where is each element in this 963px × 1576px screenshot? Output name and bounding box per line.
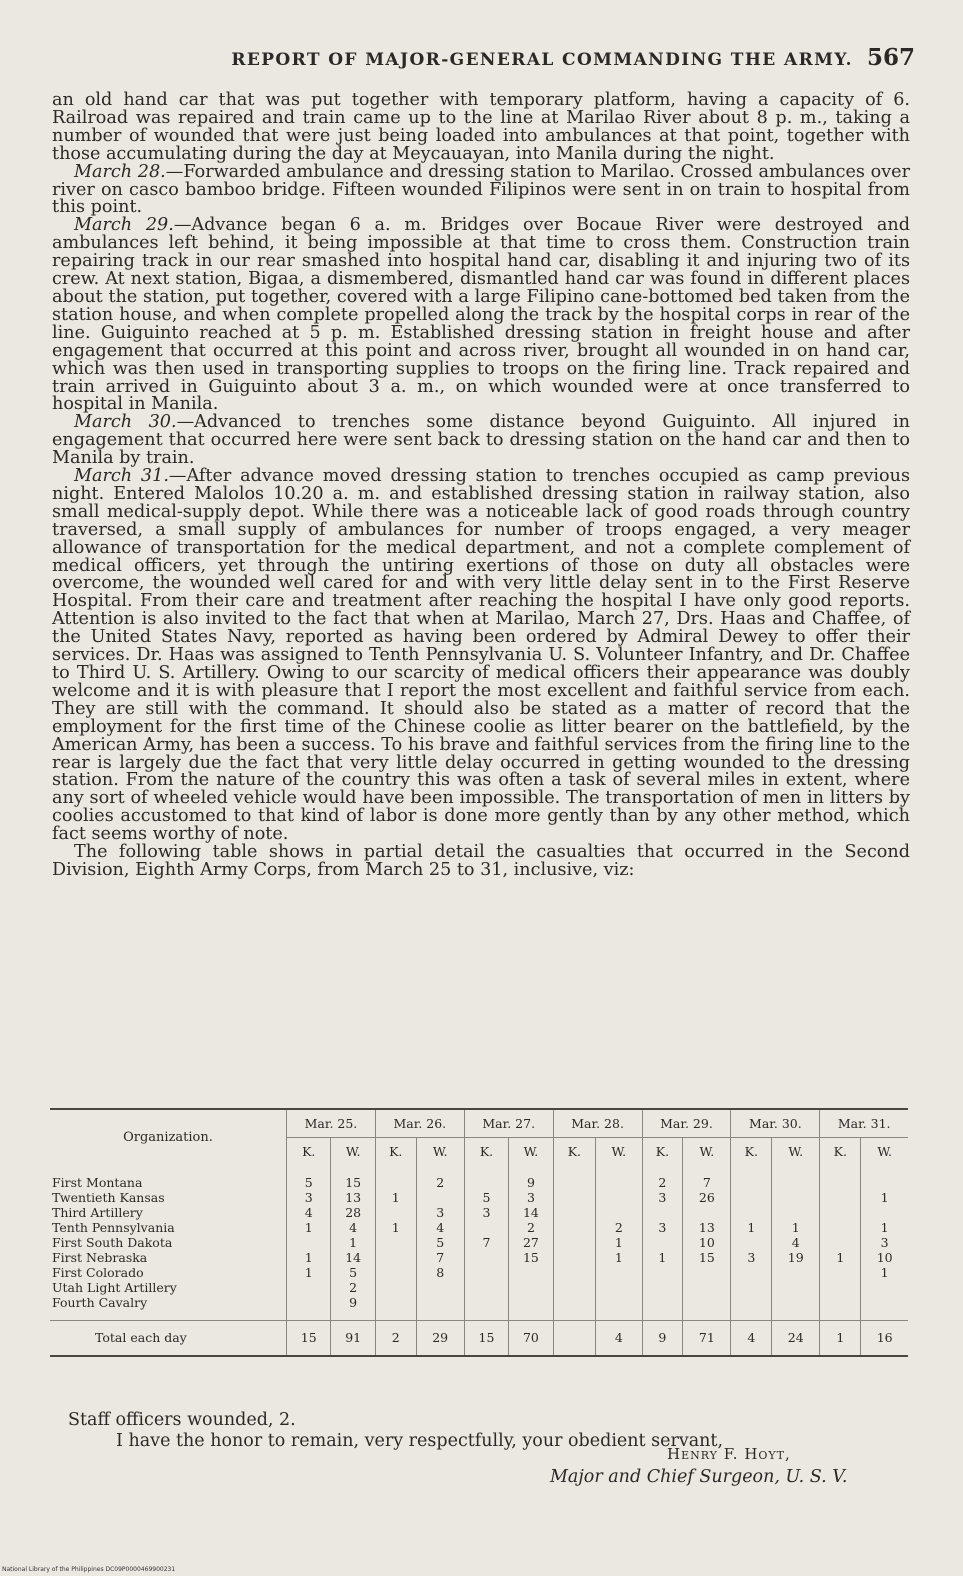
table-cell [820, 1235, 861, 1250]
table-cell: 28 [331, 1205, 375, 1220]
total-cell: 91 [331, 1321, 375, 1357]
table-cell: 2 [416, 1165, 464, 1190]
table-cell [464, 1265, 508, 1280]
table-cell [820, 1190, 861, 1205]
signature-title: Major and Chief Surgeon, U. S. V. [550, 1467, 848, 1487]
table-cell [553, 1220, 595, 1235]
signature-name: Henry F. Hoyt, [667, 1445, 791, 1463]
table-cell [596, 1165, 642, 1190]
paragraph: an old hand car that was put together with temporary platform, having a capacity of 6. Railroad was repaired and train came up to the line at Marilao River about 8 p. m., taking a number of wounded that were just being loaded into ambulances at that point, together with those accumulating during the day at Meycauayan, into Manila during the night. [52, 90, 910, 164]
date-header: Mar. 31. [820, 1109, 908, 1138]
table-cell [375, 1280, 416, 1295]
table-cell [509, 1295, 553, 1321]
table-cell [596, 1265, 642, 1280]
paragraph: March 31.—After advance moved dressing station to trenches occupied as camp previous night. Entered Malolos 10.20 a. m. and established dressing station in railway station, also small medical-supply depot. While there was a noticeable lack of good roads through country traversed, a small supply of ambulances for number of troops engaged, a very meager allowance of transportation for the medical department, and not a complete complement of medical officers, yet through the untiring exertions of those on duty all obstacles were overcome, the wounded well cared for and with very little delay sent in to the First Reserve Hospital. From their care and treatment after reaching the hospital I have only good reports. Attention is also invited to the fact that when at Marilao, March 27, Drs. Haas and Chaffee, of the United States Navy, reported as having been ordered by Admiral Dewey to offer their services. Dr. Haas was assigned to Tenth Pennsylvania U. S. Volunteer Infantry, and Dr. Chaffee to Third U. S. Artillery. Owing to our scarcity of medical officers their appearance was doubly welcome and it is with pleasure that I report the most excellent and faithful service from each. They are still with the command. It should also be stated as a matter of record that the employment for the first time of the Chinese coolie as litter bearer on the battlefield, by the American Army, has been a success. To his brave and faithful services from the firing line to the rear is largely due the fact that very little delay occurred in getting wounded to the dressing station. From the nature of the country this was often a task of several miles in extent, where any sort of wheeled vehicle would have been impossible. The transportation of men in litters by coolies accustomed to that kind of labor is done more gently than by any other method, which fact seems worthy of note. [52, 466, 910, 845]
date-label: March 30. [74, 412, 177, 433]
killed-header: K. [731, 1138, 772, 1166]
organization-name: Fourth Cavalry [52, 1295, 148, 1310]
table-cell: 1 [375, 1220, 416, 1235]
table-cell [375, 1250, 416, 1265]
table-cell: 1 [731, 1220, 772, 1235]
table-cell: 7 [464, 1235, 508, 1250]
table-cell: 7 [416, 1250, 464, 1265]
table-cell [553, 1190, 595, 1205]
page-number: 567 [866, 44, 915, 71]
table-cell [416, 1190, 464, 1205]
table-cell [553, 1265, 595, 1280]
table-cell [820, 1280, 861, 1295]
organization-name: Tenth Pennsylvania [52, 1220, 175, 1235]
organization-name: First Nebraska [52, 1250, 148, 1265]
table-cell: 19 [772, 1250, 820, 1265]
date-header: Mar. 26. [375, 1109, 464, 1138]
table-cell [861, 1205, 908, 1220]
total-cell: 29 [416, 1321, 464, 1357]
table-cell [509, 1280, 553, 1295]
table-cell [596, 1190, 642, 1205]
total-cell: 4 [596, 1321, 642, 1357]
paragraph: March 29.—Advance began 6 a. m. Bridges over Bocaue River were destroyed and ambulances left behind, it being impossible at that time to cross them. Construction train repairing track in our rear smashed into hospital hand car, disabling it and injuring two of its crew. At next station, Bigaa, a dismembered, dismantled hand car was found in different places about the station, put together, covered with a large Filipino cane-bottomed bed taken from the station house, and when complete propelled along the track by the hospital corps in rear of the line. Guiguinto reached at 5 p. m. Established dressing station in freight house and after engagement that occurred at this point and across river, brought all wounded in on hand car, which was then used in transporting supplies to troops on the firing line. Track repaired and train arrived in Guiguinto about 3 a. m., on which wounded were at once transferred to hospital in Manila. [52, 215, 910, 415]
table-row [50, 1205, 908, 1220]
table-cell: 2 [596, 1220, 642, 1235]
table-cell [375, 1265, 416, 1280]
table-cell: 15 [509, 1250, 553, 1265]
table-cell: 1 [772, 1220, 820, 1235]
table-cell [375, 1235, 416, 1250]
table-cell [683, 1205, 731, 1220]
table-cell: 1 [287, 1250, 331, 1265]
organization-name: Third Artillery [52, 1205, 143, 1220]
table-cell [553, 1235, 595, 1250]
total-cell: 4 [731, 1321, 772, 1357]
killed-header: K. [553, 1138, 595, 1166]
table-cell: 7 [683, 1165, 731, 1190]
organization-name: First Colorado [52, 1265, 144, 1280]
table-cell [683, 1280, 731, 1295]
table-cell [820, 1165, 861, 1190]
table-cell: 1 [596, 1250, 642, 1265]
table-cell [820, 1220, 861, 1235]
table-row [50, 1295, 908, 1321]
table-cell [596, 1280, 642, 1295]
organization-name: First South Dakota [52, 1235, 173, 1250]
table-cell [509, 1265, 553, 1280]
table-cell [596, 1295, 642, 1321]
total-cell: 15 [464, 1321, 508, 1357]
table-cell [464, 1220, 508, 1235]
organization-name: Twentieth Kansas [52, 1190, 165, 1205]
closing-salutation: I have the honor to remain, very respectfully, your obedient servant, [116, 1431, 724, 1451]
table-cell: 1 [596, 1235, 642, 1250]
table-cell [287, 1295, 331, 1321]
table-row [50, 1250, 908, 1265]
table-cell: 1 [820, 1250, 861, 1265]
table-cell [642, 1265, 683, 1280]
total-cell: 70 [509, 1321, 553, 1357]
table-cell: 3 [464, 1205, 508, 1220]
organization-name: Utah Light Artillery [52, 1280, 177, 1295]
table-cell [375, 1205, 416, 1220]
table-cell: 15 [683, 1250, 731, 1265]
table-cell [683, 1295, 731, 1321]
table-cell: 2 [509, 1220, 553, 1235]
table-cell [820, 1265, 861, 1280]
total-cell: 9 [642, 1321, 683, 1357]
table-row [50, 1220, 908, 1235]
killed-header: K. [642, 1138, 683, 1166]
total-cell: 16 [861, 1321, 908, 1357]
table-cell: 1 [331, 1235, 375, 1250]
paragraph: March 30.—Advanced to trenches some distance beyond Guiguinto. All injured in engagement that occurred here were sent back to dressing station on the hand car and then to Manila by train. [52, 412, 911, 469]
table-cell [375, 1165, 416, 1190]
table-cell [464, 1280, 508, 1295]
table-cell: 1 [861, 1190, 908, 1205]
organization-name: First Montana [52, 1175, 143, 1190]
table-cell [731, 1265, 772, 1280]
table-cell [772, 1205, 820, 1220]
table-cell: 13 [331, 1190, 375, 1205]
table-cell [553, 1295, 595, 1321]
table-cell [416, 1295, 464, 1321]
staff-wounded-line: Staff officers wounded, 2. [68, 1410, 296, 1430]
date-label: March 28. [74, 161, 166, 182]
wounded-header: W. [596, 1138, 642, 1166]
table-cell [731, 1205, 772, 1220]
table-cell [464, 1165, 508, 1190]
report-body [52, 92, 910, 880]
date-header: Mar. 29. [642, 1109, 731, 1138]
table-cell [464, 1295, 508, 1321]
organization-header: Organization. [123, 1130, 213, 1145]
wounded-header: W. [772, 1138, 820, 1166]
table-cell: 9 [331, 1295, 375, 1321]
wounded-header: W. [509, 1138, 553, 1166]
total-cell: 1 [820, 1321, 861, 1357]
wounded-header: W. [683, 1138, 731, 1166]
table-cell [642, 1280, 683, 1295]
total-label: Total each day [50, 1321, 287, 1357]
table-cell [287, 1235, 331, 1250]
date-header: Mar. 30. [731, 1109, 820, 1138]
table-row [50, 1165, 908, 1190]
table-cell: 1 [287, 1265, 331, 1280]
table-cell [642, 1295, 683, 1321]
page-header [60, 44, 915, 71]
killed-header: K. [820, 1138, 861, 1166]
table-cell: 5 [416, 1235, 464, 1250]
table-cell: 1 [861, 1220, 908, 1235]
table-cell [731, 1235, 772, 1250]
total-row [50, 1321, 908, 1357]
table-row [50, 1190, 908, 1205]
table-cell [596, 1205, 642, 1220]
running-title: REPORT OF MAJOR-GENERAL COMMANDING THE ARMY. [231, 50, 853, 70]
total-cell [553, 1321, 595, 1357]
date-header: Mar. 27. [464, 1109, 553, 1138]
table-cell: 5 [464, 1190, 508, 1205]
table-cell: 3 [416, 1205, 464, 1220]
table-cell [416, 1280, 464, 1295]
table-cell [772, 1265, 820, 1280]
table-cell: 4 [416, 1220, 464, 1235]
table-cell: 3 [642, 1220, 683, 1235]
table-cell: 1 [375, 1190, 416, 1205]
table-cell [553, 1280, 595, 1295]
table-cell [772, 1295, 820, 1321]
casualty-table [50, 1108, 908, 1357]
scan-footer: National Library of the Philippines DC09P0000469900231 [2, 1566, 176, 1573]
killed-header: K. [375, 1138, 416, 1166]
table-cell: 3 [287, 1190, 331, 1205]
wounded-header: W. [331, 1138, 375, 1166]
table-cell: 9 [509, 1165, 553, 1190]
table-cell [861, 1295, 908, 1321]
table-cell: 14 [331, 1250, 375, 1265]
killed-header: K. [464, 1138, 508, 1166]
table-cell [731, 1165, 772, 1190]
table-cell [553, 1205, 595, 1220]
date-header: Mar. 25. [287, 1109, 376, 1138]
table-cell: 4 [772, 1235, 820, 1250]
table-cell: 10 [861, 1250, 908, 1265]
table-cell: 1 [861, 1265, 908, 1280]
paragraph: March 28.—Forwarded ambulance and dressing station to Marilao. Crossed ambulances over river on casco bamboo bridge. Fifteen wounded Filipinos were sent in on train to hospital from this point. [52, 161, 910, 218]
table-cell: 8 [416, 1265, 464, 1280]
table-cell: 2 [331, 1280, 375, 1295]
table-cell [683, 1265, 731, 1280]
table-cell: 3 [731, 1250, 772, 1265]
paragraph: The following table shows in partial detail the casualties that occurred in the Second Division, Eighth Army Corps, from March 25 to 31, inclusive, viz: [52, 842, 910, 880]
table-cell [464, 1250, 508, 1265]
table-cell: 26 [683, 1190, 731, 1205]
wounded-header: W. [416, 1138, 464, 1166]
table-cell [861, 1280, 908, 1295]
table-cell [772, 1165, 820, 1190]
table-cell: 13 [683, 1220, 731, 1235]
table-cell [375, 1295, 416, 1321]
table-cell: 1 [287, 1220, 331, 1235]
table-row [50, 1265, 908, 1280]
table-cell: 14 [509, 1205, 553, 1220]
table-cell: 1 [642, 1250, 683, 1265]
killed-header: K. [287, 1138, 331, 1166]
table-cell [772, 1190, 820, 1205]
wounded-header: W. [861, 1138, 908, 1166]
table-cell [820, 1205, 861, 1220]
table-cell: 3 [861, 1235, 908, 1250]
date-label: March 31. [74, 466, 169, 487]
total-cell: 24 [772, 1321, 820, 1357]
table-cell: 27 [509, 1235, 553, 1250]
total-cell: 15 [287, 1321, 331, 1357]
table-cell [553, 1165, 595, 1190]
table-cell [731, 1280, 772, 1295]
date-header: Mar. 28. [553, 1109, 642, 1138]
table-cell [287, 1280, 331, 1295]
total-cell: 71 [683, 1321, 731, 1357]
table-cell [642, 1205, 683, 1220]
table-cell [553, 1250, 595, 1265]
table-cell [731, 1190, 772, 1205]
date-label: March 29. [74, 215, 174, 236]
table-cell [820, 1295, 861, 1321]
table-row [50, 1235, 908, 1250]
table-cell [642, 1235, 683, 1250]
table-cell: 15 [331, 1165, 375, 1190]
table-cell: 10 [683, 1235, 731, 1250]
table-cell: 3 [642, 1190, 683, 1205]
table-row [50, 1280, 908, 1295]
table-cell [861, 1165, 908, 1190]
table-cell: 5 [331, 1265, 375, 1280]
total-cell: 2 [375, 1321, 416, 1357]
table-cell [731, 1295, 772, 1321]
table-cell: 3 [509, 1190, 553, 1205]
table-cell: 4 [287, 1205, 331, 1220]
table-cell [772, 1280, 820, 1295]
table-cell: 2 [642, 1165, 683, 1190]
table-cell: 4 [331, 1220, 375, 1235]
table-cell: 5 [287, 1165, 331, 1190]
